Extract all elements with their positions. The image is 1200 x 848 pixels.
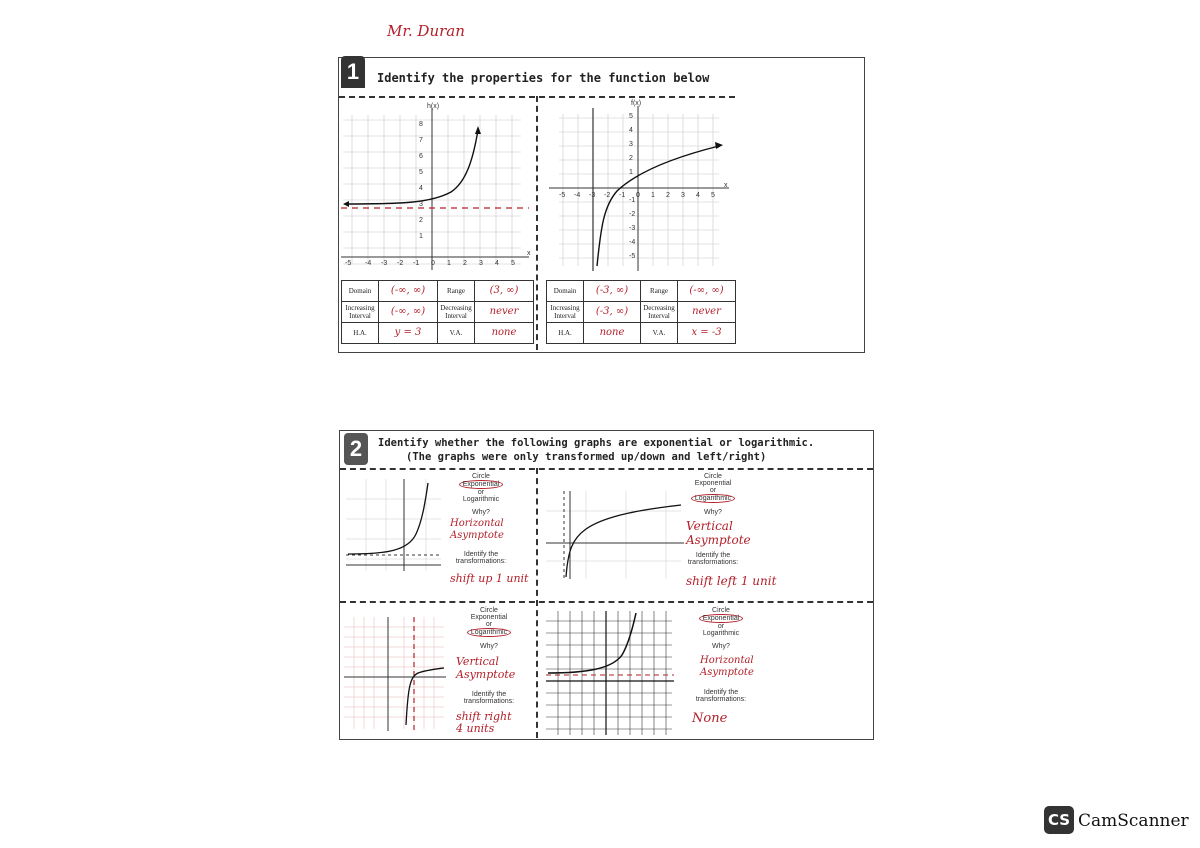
question-number-2: 2 <box>344 433 368 465</box>
panel-b-identify: Identify the transformations: <box>687 552 739 566</box>
question-number-1: 1 <box>341 56 365 88</box>
question-2-sheet <box>339 430 874 740</box>
properties-table-right: Domain (-3, ∞) Range (-∞, ∞) Increasing Interval (-3, ∞) Decreasing Interval never H.A. none V.A. x = -3 <box>546 280 736 344</box>
panel-d-identify: Identify the transformations: <box>695 689 747 703</box>
properties-table-left: Domain (-∞, ∞) Range (3, ∞) Increasing Interval (-∞, ∞) Decreasing Interval never H.A. y = 3 V.A. none <box>341 280 534 344</box>
panel-c-transform: shift right 4 units <box>456 710 512 735</box>
question-2-title-line2: (The graphs were only transformed up/down and left/right) <box>406 451 767 463</box>
teacher-name: Mr. Duran <box>387 22 465 40</box>
graph-f-of-x <box>549 106 734 276</box>
panel-a-why-answer: Horizontal Asymptote <box>450 518 504 541</box>
panel-c-identify: Identify the transformations: <box>463 691 515 705</box>
graph-b <box>546 491 686 581</box>
right-graph-xlabel: x <box>724 182 728 189</box>
left-graph-xlabel: x <box>527 250 531 257</box>
graph-c <box>344 617 448 735</box>
question-1-title: Identify the properties for the function below <box>377 71 710 85</box>
panel-b-why-answer: Vertical Asymptote <box>686 519 751 547</box>
question-1-sheet: 1 Identify the properties for the function below h(x) x 8 7 6 5 4 3 2 1 -5 -4 -3 -2 -1 0 1 2 3 4 5 Domain (-∞, ∞) Range (3, ∞) Increasing Interval (-∞, ∞) Decreasing Interval never H.A. y = 3 V.A. none f(x) x 5 4 3 2 1 -1 -2 -3 -4 -5 -5 -4 -3 -2 -1 0 1 2 3 4 5 Domain (-3, ∞) Range (-∞, ∞) Increasing Interval (-3, ∞) Decreasing Interval never H.A. none V.A. x = -3 <box>338 57 865 353</box>
panel-a-identify: Identify the transformations: <box>455 551 507 565</box>
panel-c-why-answer: Vertical Asymptote <box>456 655 516 681</box>
panel-a-choices: Circle Exponential or Logarithmic Why? <box>446 473 516 516</box>
panel-b-transform: shift left 1 unit <box>686 574 777 588</box>
graph-h-of-x <box>341 100 531 280</box>
camscanner-name: CamScanner <box>1078 811 1189 831</box>
question-2-title-line1: Identify whether the following graphs are exponential or logarithmic. <box>378 437 815 449</box>
camscanner-logo: CS <box>1044 806 1074 834</box>
panel-d-transform: None <box>692 711 728 726</box>
exponential-curve <box>347 130 478 204</box>
left-graph-ylabel: h(x) <box>427 103 440 110</box>
panel-d-choices: Circle Exponential or Logarithmic Why? <box>686 607 756 650</box>
right-graph-ylabel: f(x) <box>631 100 642 107</box>
panel-a-transform: shift up 1 unit <box>450 572 529 585</box>
panel-d-why-answer: Horizontal Asymptote <box>700 655 754 678</box>
graph-d <box>546 611 676 737</box>
panel-b-choices: Circle Exponential or Logarithmic Why? <box>678 473 748 516</box>
panel-c-choices: Circle Exponential or Logarithmic Why? <box>454 607 524 650</box>
logarithmic-curve <box>597 146 719 266</box>
graph-a <box>346 479 446 574</box>
